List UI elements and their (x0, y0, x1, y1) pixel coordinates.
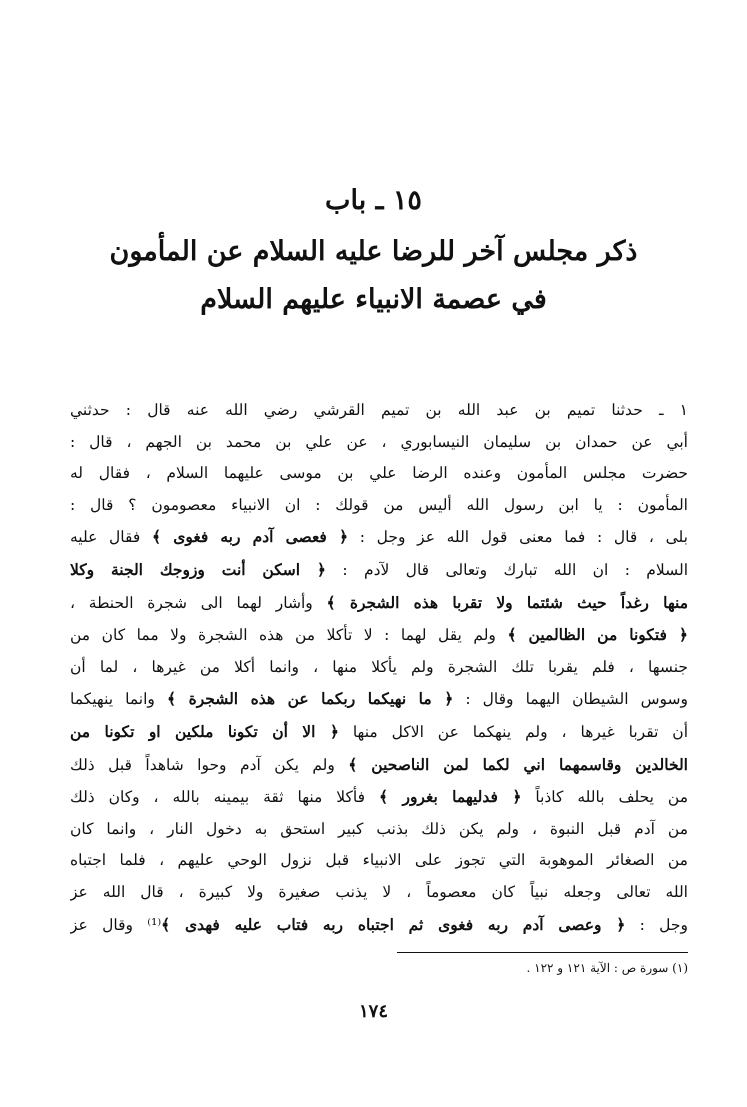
text-run: جنسها ، فلم يقربا تلك الشجرة ولم يأكلا منها ، وانما أكلا من غيرها ، لما أن (70, 657, 688, 676)
text-line (70, 814, 688, 846)
text-line (70, 521, 688, 554)
text-line (70, 427, 688, 459)
text-line (70, 490, 688, 522)
text-run: المأمون : يا ابن رسول الله أليس من قولك : ان الانبياء معصومون ؟ قال : (70, 495, 688, 514)
quran-quote: ﴿ اسكن أنت وزوجك الجنة وكلا (70, 559, 327, 579)
text-line (70, 845, 688, 877)
chapter-number: ١٥ ـ باب (325, 185, 422, 216)
footnote-divider (397, 952, 688, 953)
text-line (70, 909, 688, 942)
text-run: وجل : (625, 915, 688, 934)
text-line (70, 619, 688, 652)
text-line (70, 749, 688, 782)
text-line (70, 652, 688, 684)
quran-quote: ﴿ ما نهيكما ربكما عن هذه الشجرة ﴾ (166, 689, 454, 709)
quran-quote: منها رغداً حيث شئتما ولا تقربا هذه الشجرة ﴾ (326, 592, 688, 612)
text-run: وسوس الشيطان اليهما وقال : (453, 690, 688, 709)
text-run: وأشار لهما الى شجرة الحنطة ، (70, 593, 327, 612)
text-run: فأكلا منها ثقة بيمينه بالله ، وكان ذلك (70, 788, 379, 807)
text-line (70, 458, 688, 490)
quran-quote: الخالدين وقاسمهما اني لكما لمن الناصحين ﴾ (348, 754, 688, 774)
text-run: من الصغائر الموهوبة التي تجوز على الانبياء قبل نزول الوحي عليهم ، فلما اجتباه (70, 851, 688, 870)
footnote: (١) سورة ص : الآية ١٢١ و ١٢٢ . (526, 961, 688, 975)
chapter-title-line-2: في عصمة الانبياء عليهم السلام (200, 284, 547, 315)
text-line (70, 554, 688, 587)
text-run: وانما ينهيكما (70, 690, 167, 709)
text-line (70, 587, 688, 620)
text-line (70, 781, 688, 814)
page-number: ١٧٤ (358, 1001, 388, 1022)
text-run: فقال عليه (70, 528, 152, 547)
text-run: حضرت مجلس المأمون وعنده الرضا علي بن موسى عليهما السلام ، فقال له (70, 464, 688, 483)
chapter-title-line-1: ذكر مجلس آخر للرضا عليه السلام عن المأمون (109, 236, 638, 267)
text-run: من آدم قبل النبوة ، ولم يكن ذلك بذنب كبير استحق به دخول النار ، وانما كان (70, 819, 688, 838)
text-run: من يحلف بالله كاذباً (521, 788, 688, 807)
text-line (70, 683, 688, 716)
text-run: ١ ـ حدثنا تميم بن عبد الله بن تميم القرشي رضي الله عنه قال : حدثني (70, 401, 688, 419)
quran-quote: ﴿ فعصى آدم ربه فغوى ﴾ (151, 527, 349, 547)
text-line (70, 395, 688, 427)
quran-quote: ﴿ فتكونا من الظالمين ﴾ (507, 625, 688, 645)
text-run: ولم يكن آدم وحوا شاهداً قبل ذلك (70, 755, 349, 774)
quran-quote: ﴿ الا أن تكونا ملكين او تكونا من (70, 721, 339, 741)
text-run: بلى ، قال : فما معنى قول الله عز وجل : (348, 528, 688, 547)
text-run: أبي عن حمدان بن سليمان النيسابوري ، عن علي بن محمد بن الجهم ، قال : (70, 432, 688, 451)
text-run: ⁽¹⁾ وقال عز (70, 915, 162, 934)
quran-quote: ﴿ فدليهما بغرور ﴾ (378, 787, 522, 807)
body-text (70, 395, 688, 941)
text-run: أن تقربا غيرها ، ولم ينهكما عن الاكل منها (338, 722, 688, 741)
text-run: الله تعالى وجعله نبياً كان معصوماً ، لا يذنب صغيرة ولا كبيرة ، قال الله عز (70, 882, 688, 901)
text-run: السلام : ان الله تبارك وتعالى قال لآدم : (326, 560, 688, 579)
text-line (70, 877, 688, 909)
quran-quote: ﴿ وعصى آدم ربه فغوى ثم اجتباه ربه فتاب عليه فهدى ﴾ (161, 914, 626, 934)
text-line (70, 716, 688, 749)
text-run: ولم يقل لهما : لا تأكلا من هذه الشجرة ولا مما كان من (70, 626, 508, 645)
chapter-title (60, 228, 687, 324)
